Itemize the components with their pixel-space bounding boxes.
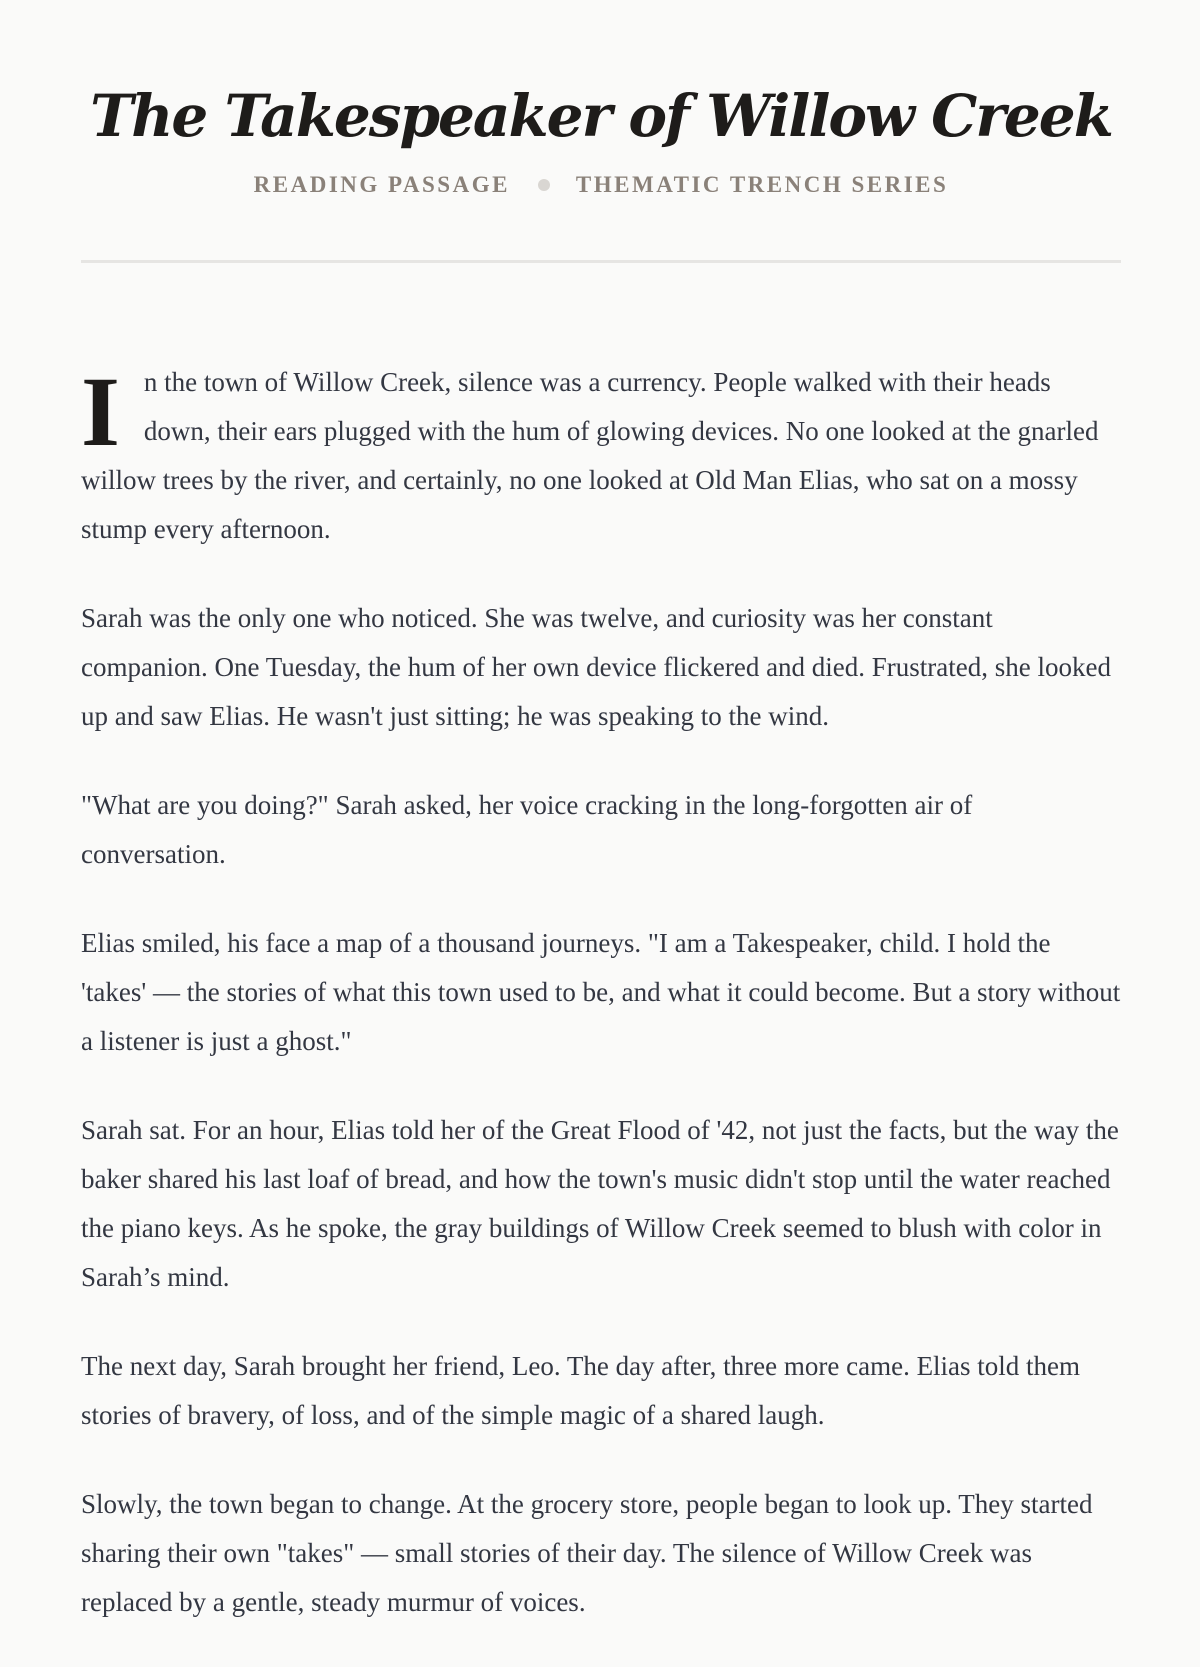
story-paragraph-1 [81,358,1121,554]
subtitle-meta [81,172,1121,198]
story-paragraph-7: Slowly, the town began to change. At the grocery store, people began to look up. They started sharing their own "takes" — small stories of their day. The silence of Willow Creek was replaced by a gentle, steady murmur of voices. [81,1489,1093,1617]
story-paragraph-5: Sarah sat. For an hour, Elias told her of the Great Flood of '42, not just the facts, but the way the baker shared his last loaf of bread, and how the town's music didn't stop until the water reached the piano keys. As he spoke, the gray buildings of Willow Creek seemed to blush with color in Sarah’s mind. [81,1115,1119,1292]
page-header [81,0,1121,198]
header-divider [81,260,1121,263]
story-paragraph-2: Sarah was the only one who noticed. She was twelve, and curiosity was her constant companion. One Tuesday, the hum of her own device flickered and died. Frustrated, she looked up and saw Elias. He wasn't just sitting; he was speaking to the wind. [81,603,1111,731]
drop-cap: I [81,356,120,467]
meta-reading-passage: READING PASSAGE [253,172,510,197]
story-body [81,358,1121,1667]
story-paragraph-6: The next day, Sarah brought her friend, Leo. The day after, three more came. Elias told them stories of bravery, of loss, and of the simple magic of a shared laugh. [81,1351,1081,1430]
story-paragraph-4: Elias smiled, his face a map of a thousand journeys. "I am a Takespeaker, child. I hold the 'takes' — the stories of what this town used to be, and what it could become. But a story without a listener is just a ghost." [81,928,1121,1056]
meta-series-name: THEMATIC TRENCH SERIES [575,172,949,197]
story-paragraph-3: "What are you doing?" Sarah asked, her voice cracking in the long-forgotten air of conversation. [81,790,973,869]
page-title: The Takespeaker of Willow Creek [90,82,1112,150]
separator-dot-icon [538,179,550,191]
paragraph-1-text: n the town of Willow Creek, silence was a currency. People walked with their heads down, their ears plugged with the hum of glowing devices. No one looked at the gnarled willow trees by the river, and certainly, no one looked at Old Man Elias, who sat on a mossy stump every afternoon. [81,367,1099,544]
